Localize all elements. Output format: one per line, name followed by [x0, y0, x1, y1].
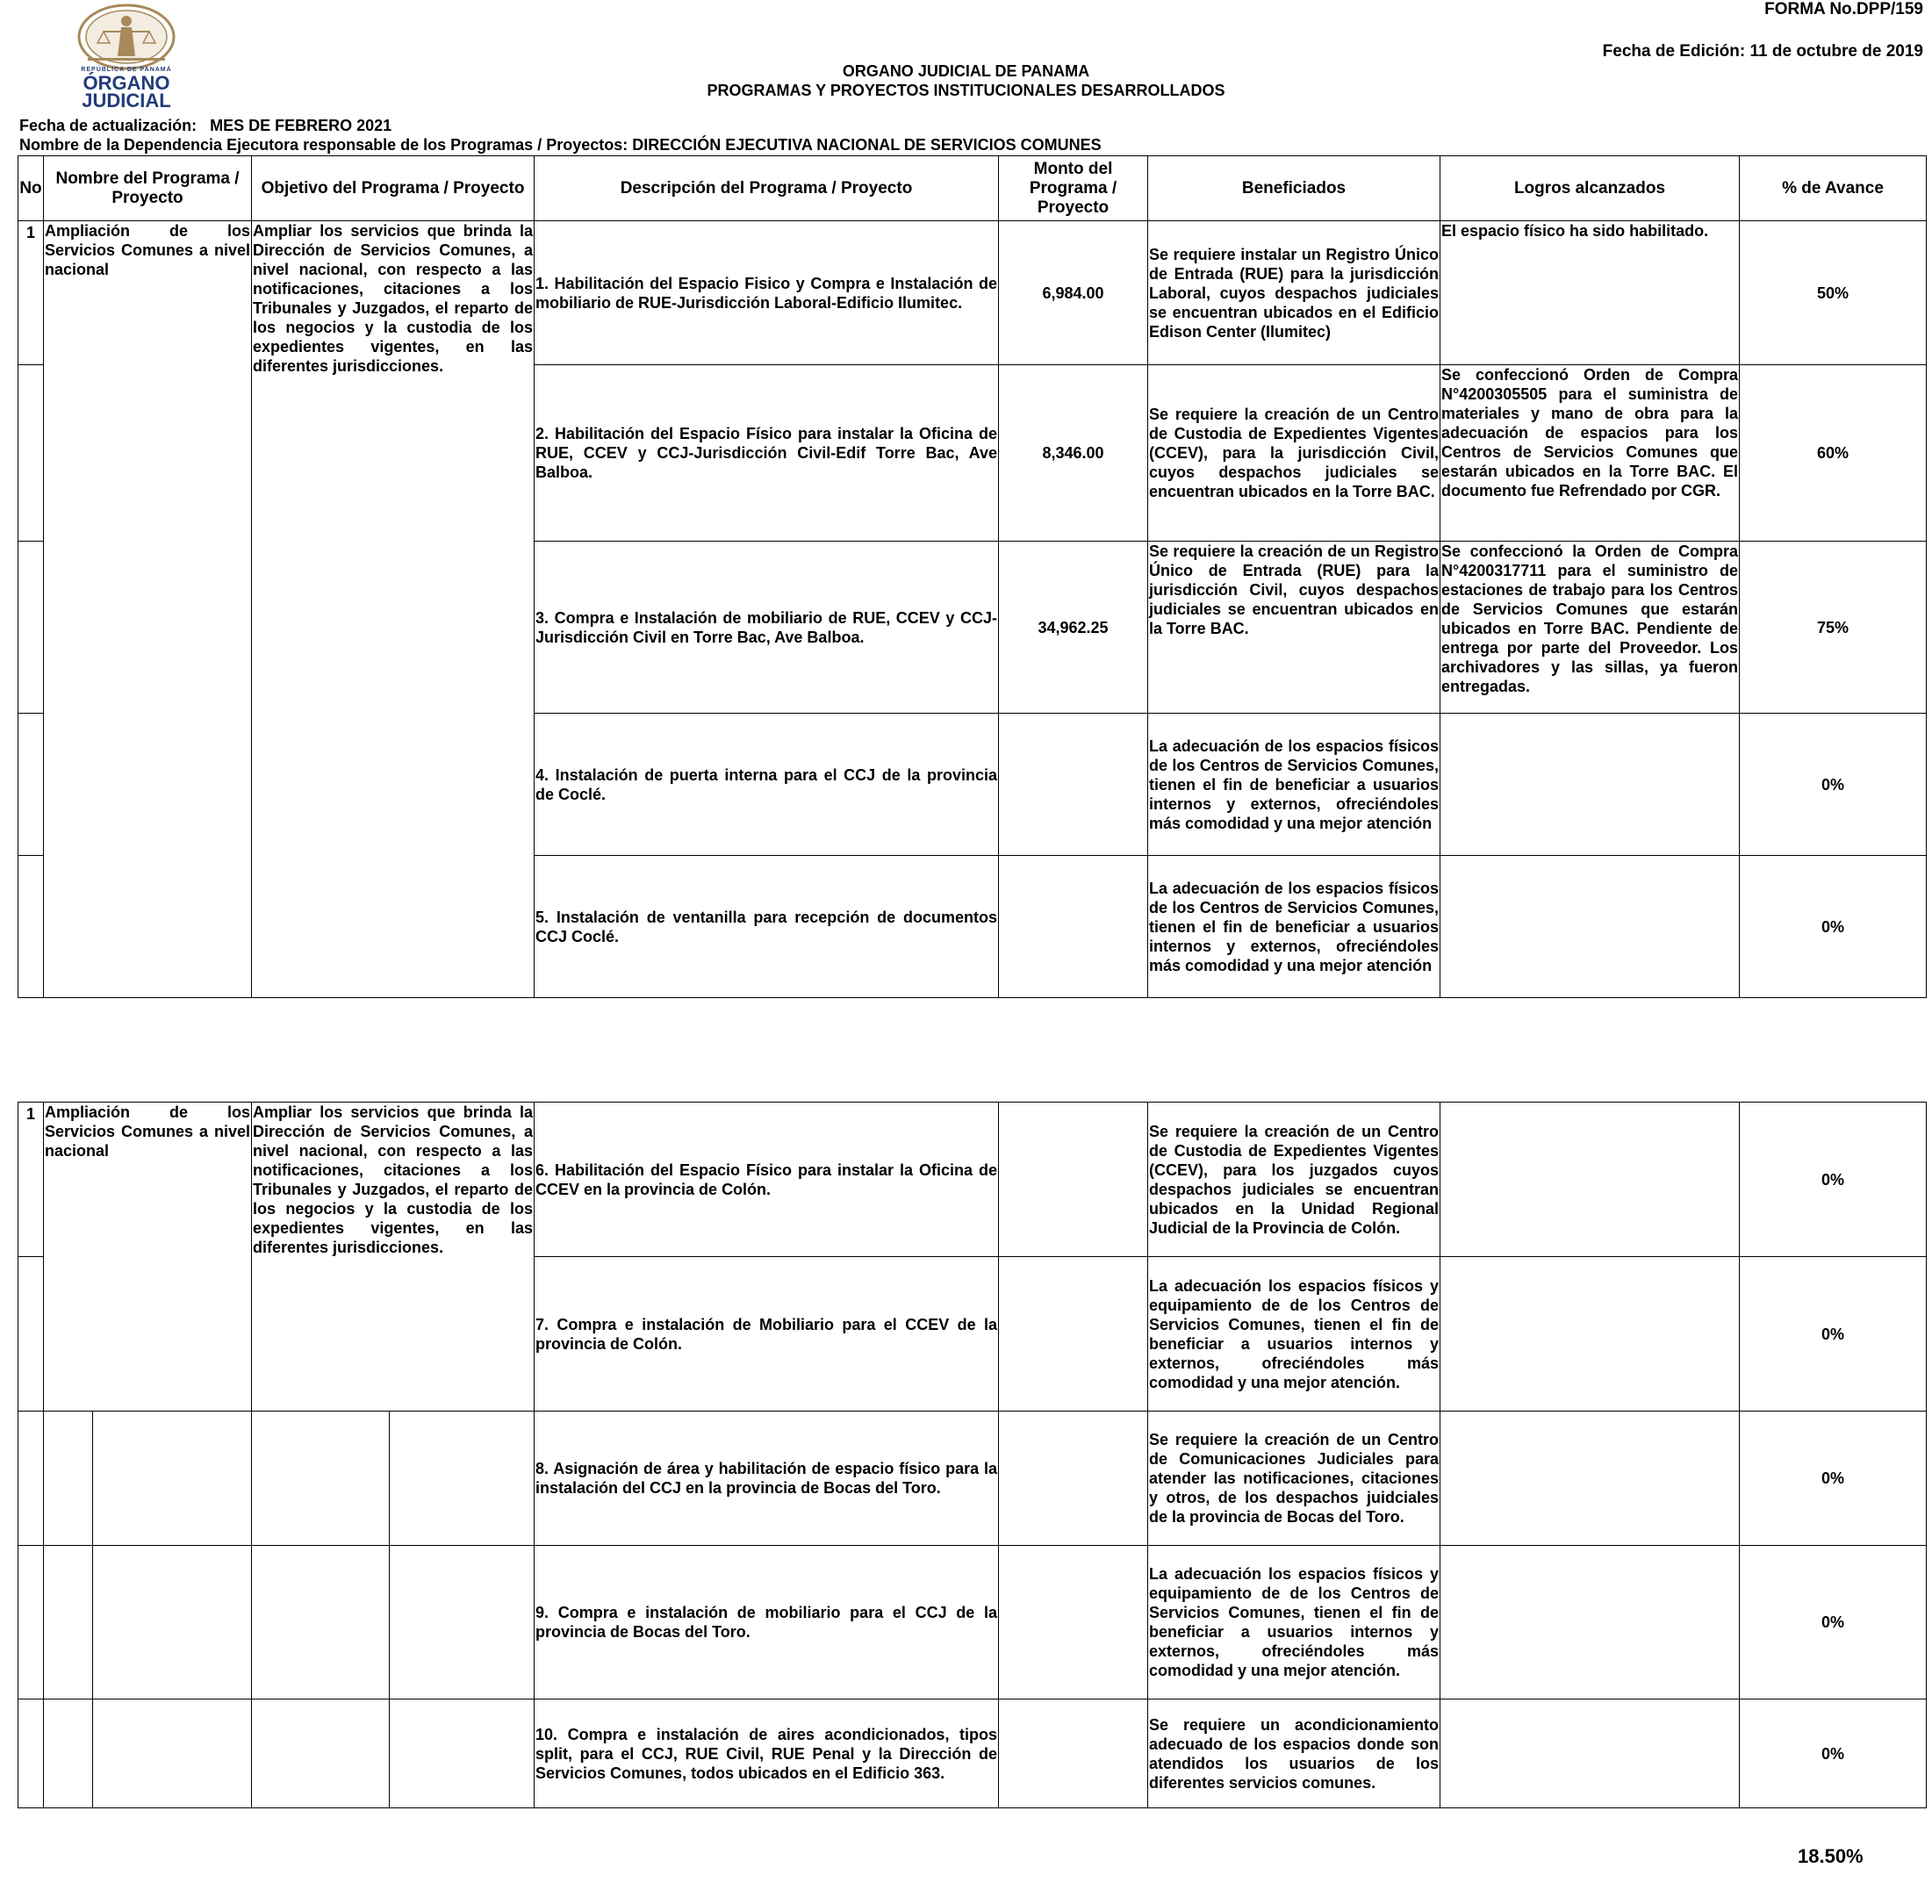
empty-cell — [390, 1699, 535, 1808]
project-beneficiados: Se requiere instalar un Registro Único de Entrada (RUE) para la jurisdicción Laboral, cuyos despachos judiciales se encuentran ubicados en el Edificio Edison Center (Ilumitec) — [1148, 221, 1440, 365]
project-descripcion: 8. Asignación de área y habilitación de espacio físico para la instalación del CCJ en la provincia de Bocas del Toro. — [535, 1412, 999, 1546]
empty-cell — [252, 1546, 390, 1699]
project-beneficiados: La adecuación los espacios físicos y equipamiento de de los Centros de Servicios Comunes, tienen el fin de beneficiar a usuarios internos y externos, ofreciéndoles más comodidad y una mejor atención. — [1148, 1546, 1440, 1699]
fecha-actualizacion-label: Fecha de actualización: — [19, 117, 198, 134]
project-descripcion: 4. Instalación de puerta interna para el CCJ de la provincia de Coclé. — [535, 714, 999, 856]
empty-cell — [44, 1699, 93, 1808]
total-avance: 18.50% — [1798, 1845, 1864, 1867]
empty-cell — [18, 365, 44, 542]
projects-table-1 — [18, 155, 1927, 998]
table-row — [18, 221, 1927, 365]
table-header-row — [18, 156, 1927, 221]
col-header-objetivo: Objetivo del Programa / Proyecto — [252, 156, 535, 221]
fecha-edicion: Fecha de Edición: 11 de octubre de 2019 — [1602, 42, 1923, 61]
project-logros: Se confeccionó Orden de Compra N°4200305505 para el suministra de materiales y mano de obra para la adecuación de espacios para los Centros de Servicios Comunes que estarán ubicados en la Torre BAC. El documento fue Refrendado por CGR. — [1440, 365, 1740, 542]
project-beneficiados: La adecuación los espacios físicos y equipamiento de de los Centros de Servicios Comunes, tienen el fin de beneficiar a usuarios internos y externos, ofreciéndoles más comodidad y una mejor atención. — [1148, 1257, 1440, 1412]
project-beneficiados: Se requiere un acondicionamiento adecuado de los espacios donde son atendidos los usuarios de los diferentes servicios comunes. — [1148, 1699, 1440, 1808]
project-monto — [999, 1257, 1148, 1412]
logo-top-text: REPÚBLICA DE PANAMÁ — [81, 67, 172, 73]
col-header-nombre: Nombre del Programa / Proyecto — [44, 156, 252, 221]
project-monto — [999, 1699, 1148, 1808]
project-avance: 0% — [1740, 1257, 1927, 1412]
project-logros — [1440, 856, 1740, 998]
project-beneficiados: La adecuación de los espacios físicos de los Centros de Servicios Comunes, tienen el fin de beneficiar a usuarios internos y externos, ofreciéndoles más comodidad y una mejor atención — [1148, 714, 1440, 856]
program-objetivo: Ampliar los servicios que brinda la Dirección de Servicios Comunes, a nivel nacional, con respecto a las notificaciones, citaciones a los Tribunales y Juzgados, el reparto de los negocios y la custodia de los expedientes vigentes, en las diferentes jurisdicciones. — [252, 221, 535, 998]
table-row — [18, 1412, 1927, 1546]
empty-cell — [390, 1546, 535, 1699]
table-row — [18, 1699, 1927, 1808]
col-header-descripcion: Descripción del Programa / Proyecto — [535, 156, 999, 221]
project-logros — [1440, 714, 1740, 856]
project-logros — [1440, 1257, 1740, 1412]
empty-cell — [18, 1412, 44, 1546]
empty-cell — [93, 1546, 252, 1699]
fecha-actualizacion-value: MES DE FEBRERO 2021 — [210, 117, 392, 134]
project-descripcion: 5. Instalación de ventanilla para recepción de documentos CCJ Coclé. — [535, 856, 999, 998]
logo-line2: JUDICIAL — [82, 90, 171, 111]
empty-cell — [252, 1699, 390, 1808]
project-logros — [1440, 1699, 1740, 1808]
project-descripcion: 2. Habilitación del Espacio Físico para instalar la Oficina de RUE, CCEV y CCJ-Jurisdicción Civil-Edif Torre Bac, Ave Balboa. — [535, 365, 999, 542]
project-descripcion: 9. Compra e instalación de mobiliario para el CCJ de la provincia de Bocas del Toro. — [535, 1546, 999, 1699]
dependencia-line: Nombre de la Dependencia Ejecutora responsable de los Programas / Proyectos: DIRECCIÓN EJECUTIVA NACIONAL DE SERVICIOS COMUNES — [19, 136, 1102, 154]
project-beneficiados: Se requiere la creación de un Centro de Custodia de Expedientes Vigentes (CCEV), para la jurisdicción Civil, cuyos despachos judiciales se encuentran ubicados en la Torre BAC. — [1148, 365, 1440, 542]
project-avance: 0% — [1740, 856, 1927, 998]
projects-table-2 — [18, 1102, 1927, 1808]
project-descripcion: 6. Habilitación del Espacio Físico para instalar la Oficina de CCEV en la provincia de Colón. — [535, 1103, 999, 1257]
project-descripcion: 7. Compra e instalación de Mobiliario para el CCEV de la provincia de Colón. — [535, 1257, 999, 1412]
empty-cell — [18, 714, 44, 856]
empty-cell — [18, 1257, 44, 1412]
program-no: 1 — [18, 1103, 44, 1257]
project-beneficiados: Se requiere la creación de un Centro de Comunicaciones Judiciales para atender las notificaciones, citaciones y otros, de los despachos juidciales de la provincia de Bocas del Toro. — [1148, 1412, 1440, 1546]
fecha-actualizacion — [19, 117, 391, 135]
project-avance: 50% — [1740, 221, 1927, 365]
table-row — [18, 1103, 1927, 1257]
col-header-logros: Logros alcanzados — [1440, 156, 1740, 221]
project-monto: 34,962.25 — [999, 542, 1148, 714]
project-beneficiados: Se requiere la creación de un Centro de Custodia de Expedientes Vigentes (CCEV), para los juzgados cuyos despachos judiciales se encuentran ubicados en la Unidad Regional Judicial de la Provincia de Colón. — [1148, 1103, 1440, 1257]
project-monto: 8,346.00 — [999, 365, 1148, 542]
project-logros — [1440, 1412, 1740, 1546]
program-no: 1 — [18, 221, 44, 365]
organismo-title: ORGANO JUDICIAL DE PANAMA — [842, 62, 1090, 80]
empty-cell — [44, 1412, 93, 1546]
forma-number: FORMA No.DPP/159 — [1764, 0, 1923, 18]
project-avance: 60% — [1740, 365, 1927, 542]
empty-cell — [18, 542, 44, 714]
program-objetivo: Ampliar los servicios que brinda la Dirección de Servicios Comunes, a nivel nacional, con respecto a las notificaciones, citaciones a los Tribunales y Juzgados, el reparto de los negocios y la custodia de los expedientes vigentes, en las diferentes jurisdicciones. — [252, 1103, 535, 1412]
page-title: PROGRAMAS Y PROYECTOS INSTITUCIONALES DESARROLLADOS — [707, 82, 1225, 99]
project-descripcion: 3. Compra e Instalación de mobiliario de RUE, CCEV y CCJ-Jurisdicción Civil en Torre Bac, Ave Balboa. — [535, 542, 999, 714]
project-avance: 0% — [1740, 714, 1927, 856]
project-avance: 0% — [1740, 1412, 1927, 1546]
empty-cell — [44, 1546, 93, 1699]
empty-cell — [93, 1412, 252, 1546]
program-nombre: Ampliación de los Servicios Comunes a nivel nacional — [44, 221, 252, 998]
project-avance: 0% — [1740, 1103, 1927, 1257]
project-descripcion: 1. Habilitación del Espacio Fisico y Compra e Instalación de mobiliario de RUE-Jurisdicción Laboral-Edificio Ilumitec. — [535, 221, 999, 365]
col-header-avance: % de Avance — [1740, 156, 1927, 221]
project-monto: 6,984.00 — [999, 221, 1148, 365]
project-monto — [999, 1412, 1148, 1546]
program-nombre: Ampliación de los Servicios Comunes a nivel nacional — [44, 1103, 252, 1412]
project-logros: Se confeccionó la Orden de Compra N°4200317711 para el suministro de estaciones de trabajo para los Centros de Servicios Comunes que estarán ubicados en Torre BAC. Pendiente de entrega por parte del Proveedor. Los archivadores y las sillas, ya fueron entregadas. — [1440, 542, 1740, 714]
col-header-monto: Monto del Programa / Proyecto — [999, 156, 1148, 221]
table-row — [18, 1546, 1927, 1699]
empty-cell — [18, 1546, 44, 1699]
project-beneficiados: Se requiere la creación de un Registro Único de Entrada (RUE) para la jurisdicción Civil, cuyos despachos judiciales se encuentran ubicados en la Torre BAC. — [1148, 542, 1440, 714]
project-beneficiados: La adecuación de los espacios físicos de los Centros de Servicios Comunes, tienen el fin de beneficiar a usuarios internos y externos, ofreciéndoles más comodidad y una mejor atención — [1148, 856, 1440, 998]
project-avance: 75% — [1740, 542, 1927, 714]
logo-line1: ÓRGANO — [83, 72, 170, 94]
empty-cell — [18, 856, 44, 998]
project-logros — [1440, 1103, 1740, 1257]
empty-cell — [252, 1412, 390, 1546]
project-avance: 0% — [1740, 1699, 1927, 1808]
project-monto — [999, 1103, 1148, 1257]
col-header-beneficiados: Beneficiados — [1148, 156, 1440, 221]
project-descripcion: 10. Compra e instalación de aires acondicionados, tipos split, para el CCJ, RUE Civil, RUE Penal y la Dirección de Servicios Comunes, todos ubicados en el Edificio 363. — [535, 1699, 999, 1808]
empty-cell — [93, 1699, 252, 1808]
project-monto — [999, 856, 1148, 998]
empty-cell — [18, 1699, 44, 1808]
project-logros — [1440, 1546, 1740, 1699]
project-monto — [999, 714, 1148, 856]
project-logros: El espacio físico ha sido habilitado. — [1440, 221, 1740, 365]
project-avance: 0% — [1740, 1546, 1927, 1699]
empty-cell — [390, 1412, 535, 1546]
col-header-no: No — [18, 156, 44, 221]
project-monto — [999, 1546, 1148, 1699]
